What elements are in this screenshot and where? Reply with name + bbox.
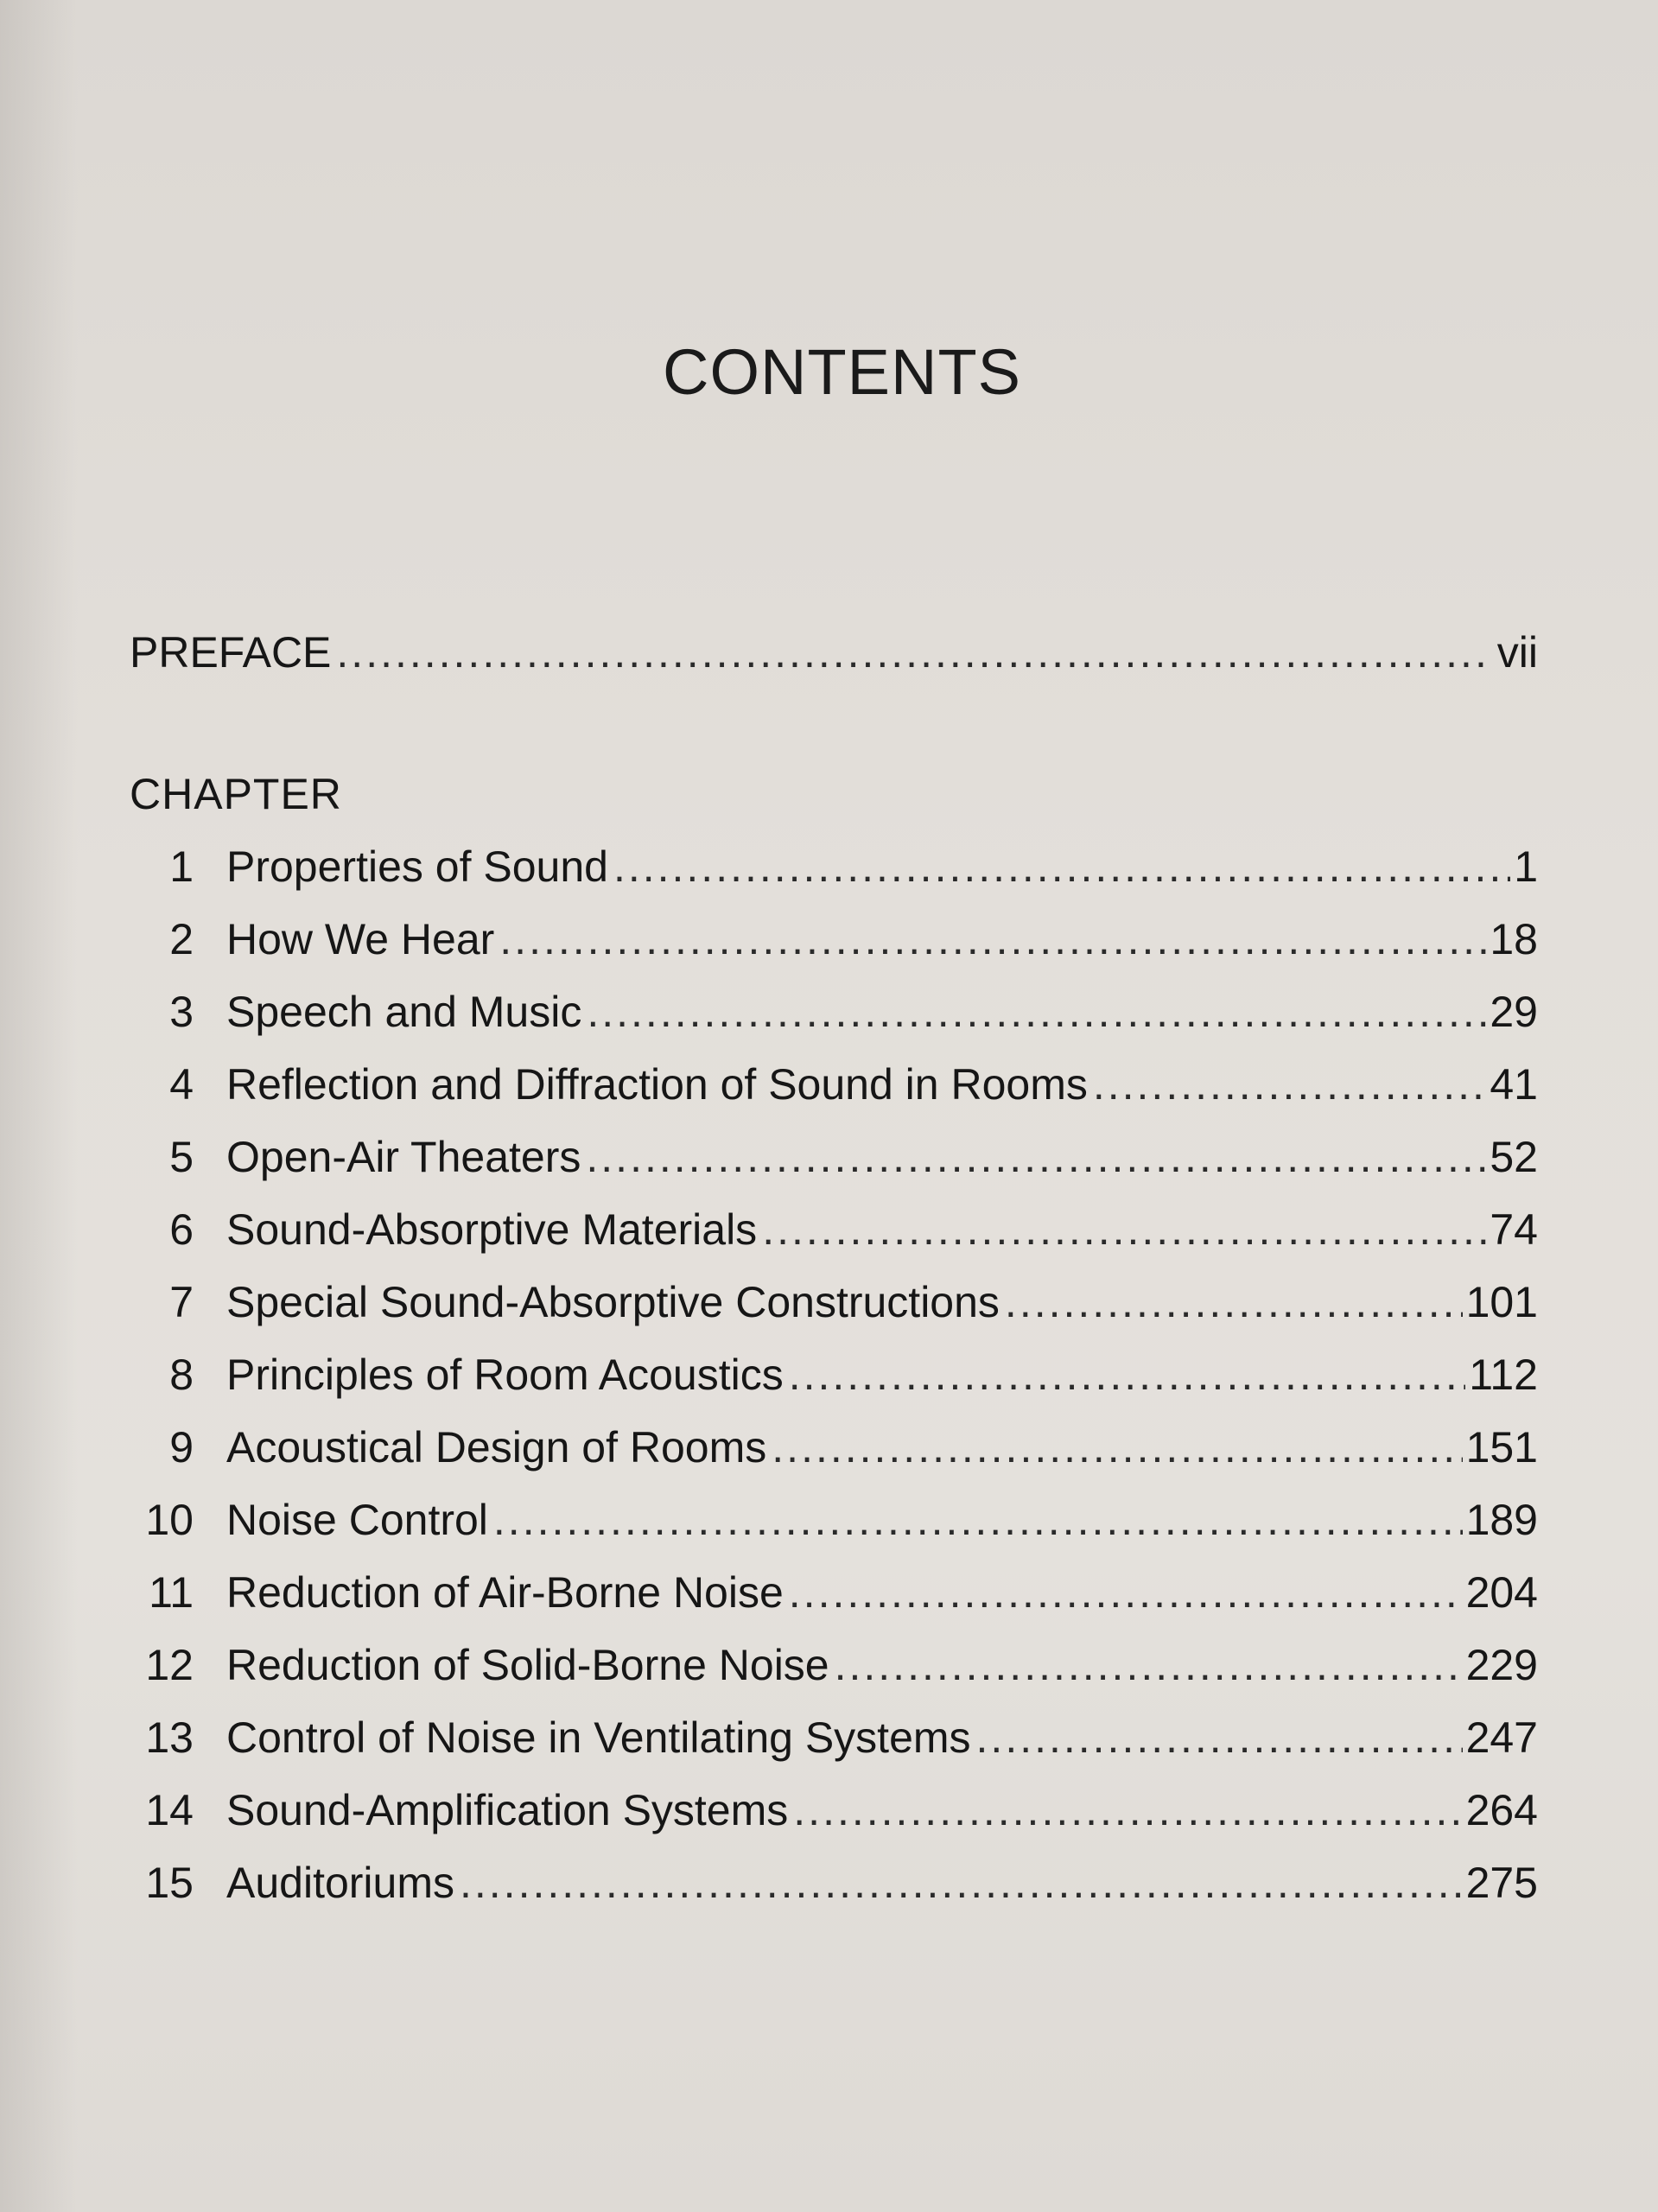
chapter-title: How We Hear <box>226 915 495 963</box>
chapter-title: Principles of Room Acoustics <box>226 1351 784 1399</box>
dot-leader <box>336 631 1490 674</box>
chapter-title: Reflection and Diffraction of Sound in Rooms <box>226 1060 1088 1109</box>
toc-entry-chapter[interactable] <box>130 1278 1538 1353</box>
chapter-number: 10 <box>145 1496 194 1544</box>
chapter-number: 3 <box>169 988 194 1036</box>
chapter-title: Auditoriums <box>226 1859 454 1907</box>
chapter-number: 7 <box>169 1278 194 1326</box>
chapter-heading: CHAPTER <box>130 770 342 818</box>
toc-entry-chapter[interactable] <box>130 1568 1538 1643</box>
toc-entry-chapter[interactable] <box>130 1423 1538 1498</box>
chapter-page-number: 101 <box>1465 1278 1538 1326</box>
dot-leader <box>835 1643 1463 1687</box>
dot-leader <box>499 918 1486 961</box>
toc-entry-chapter[interactable] <box>130 1353 1538 1426</box>
toc-entry-chapter[interactable] <box>130 1135 1538 1208</box>
chapter-title: Acoustical Design of Rooms <box>226 1423 767 1471</box>
dot-leader <box>762 1208 1486 1251</box>
dot-leader <box>586 1135 1486 1179</box>
dot-leader <box>1005 1281 1463 1324</box>
page-gutter-shadow <box>0 0 78 2212</box>
chapter-title: Properties of Sound <box>226 842 608 891</box>
dot-leader <box>587 990 1486 1033</box>
chapter-page-number: 52 <box>1490 1133 1538 1181</box>
toc-entry-preface[interactable] <box>130 628 1538 677</box>
toc-entry-chapter[interactable] <box>130 1060 1538 1135</box>
chapter-number: 12 <box>145 1641 194 1689</box>
chapter-number: 2 <box>169 915 194 963</box>
toc-entry-chapter[interactable] <box>130 842 1538 918</box>
chapter-title: Sound-Absorptive Materials <box>226 1205 758 1254</box>
dot-leader <box>613 845 1510 888</box>
toc-entry-chapter[interactable] <box>130 1861 1538 1934</box>
chapter-list <box>130 842 1538 1934</box>
chapter-number: 4 <box>169 1060 194 1109</box>
chapter-number: 6 <box>169 1205 194 1254</box>
toc-entry-chapter[interactable] <box>130 990 1538 1063</box>
dot-leader <box>772 1426 1462 1469</box>
chapter-page-number: 29 <box>1490 988 1538 1036</box>
toc-entry-chapter[interactable] <box>130 1713 1538 1789</box>
chapter-page-number: 204 <box>1465 1568 1538 1617</box>
chapter-page-number: 18 <box>1490 915 1538 963</box>
chapter-number: 13 <box>145 1713 194 1762</box>
dot-leader <box>976 1716 1463 1759</box>
chapter-number: 1 <box>169 842 194 891</box>
toc-entry-chapter[interactable] <box>130 1643 1538 1716</box>
chapter-page-number: 41 <box>1490 1060 1538 1109</box>
dot-leader <box>493 1498 1463 1541</box>
chapter-page-number: 247 <box>1465 1713 1538 1762</box>
toc-entry-chapter[interactable] <box>130 1786 1538 1861</box>
chapter-page-number: 275 <box>1465 1859 1538 1907</box>
chapter-page-number: 189 <box>1465 1496 1538 1544</box>
chapter-number: 9 <box>169 1423 194 1471</box>
chapter-page-number: 74 <box>1490 1205 1538 1254</box>
dot-leader <box>793 1789 1462 1832</box>
chapter-title: Sound-Amplification Systems <box>226 1786 789 1834</box>
table-of-contents <box>130 628 1538 1934</box>
toc-entry-chapter[interactable] <box>130 915 1538 990</box>
dot-leader <box>460 1861 1463 1904</box>
chapter-number: 8 <box>169 1351 194 1399</box>
chapter-page-number: 264 <box>1465 1786 1538 1834</box>
dot-leader <box>789 1571 1463 1614</box>
preface-page-number: vii <box>1496 628 1538 677</box>
chapter-title: Noise Control <box>226 1496 488 1544</box>
chapter-page-number: 151 <box>1465 1423 1538 1471</box>
chapter-page-number: 229 <box>1465 1641 1538 1689</box>
chapter-page-number: 1 <box>1514 842 1538 891</box>
chapter-number: 14 <box>145 1786 194 1834</box>
toc-entry-chapter[interactable] <box>130 1205 1538 1281</box>
toc-entry-chapter[interactable] <box>130 1498 1538 1571</box>
chapter-page-number: 112 <box>1469 1351 1538 1399</box>
chapter-number: 5 <box>169 1133 194 1181</box>
chapter-title: Speech and Music <box>226 988 582 1036</box>
preface-label: PREFACE <box>130 628 332 677</box>
chapter-number: 11 <box>149 1568 194 1617</box>
chapter-title: Reduction of Air-Borne Noise <box>226 1568 784 1617</box>
chapter-title: Open-Air Theaters <box>226 1133 581 1181</box>
chapter-title: Reduction of Solid-Borne Noise <box>226 1641 829 1689</box>
dot-leader <box>789 1353 1466 1396</box>
chapter-title: Control of Noise in Ventilating Systems <box>226 1713 971 1762</box>
chapter-number: 15 <box>145 1859 194 1907</box>
page-title: CONTENTS <box>663 336 1021 408</box>
chapter-title: Special Sound-Absorptive Constructions <box>226 1278 1000 1326</box>
dot-leader <box>1093 1063 1487 1106</box>
